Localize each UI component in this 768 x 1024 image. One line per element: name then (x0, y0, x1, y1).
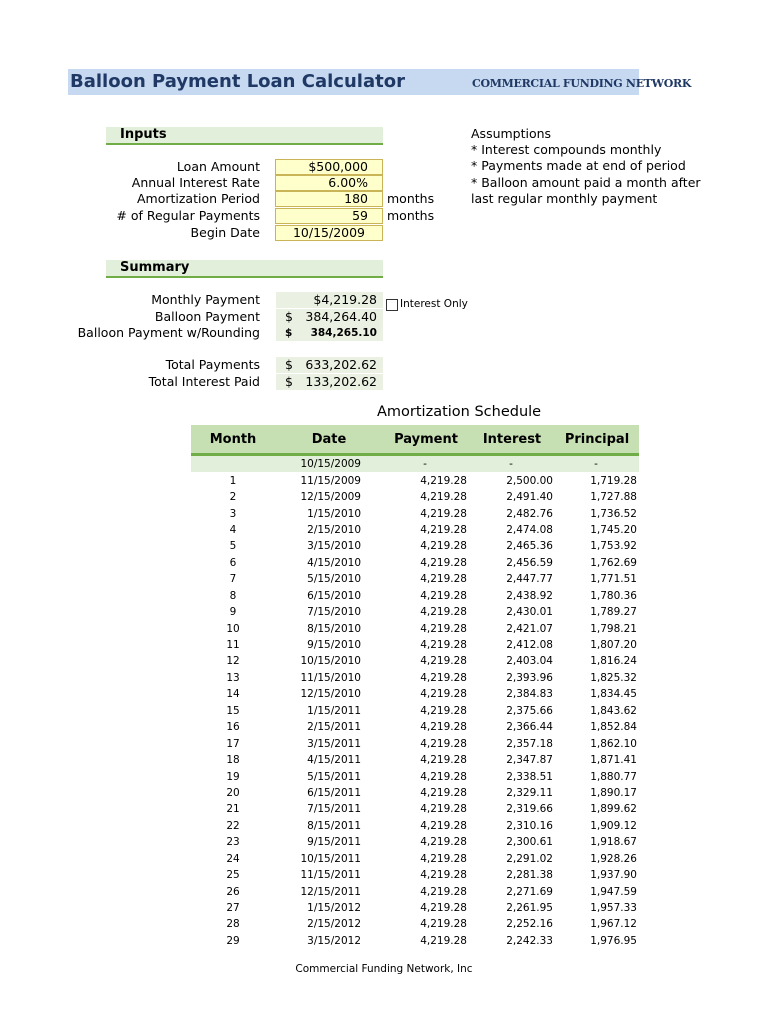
currency-symbol: $ (285, 327, 293, 339)
table-row (191, 686, 639, 702)
table-row (191, 818, 639, 834)
table-row (191, 768, 639, 784)
cell-interest: 2,465.36 (506, 540, 553, 553)
cell-principal: 1,843.62 (590, 704, 637, 717)
balloon-rounding-label: Balloon Payment w/Rounding (77, 325, 260, 340)
cell-payment: 4,219.28 (420, 836, 467, 849)
table-row (191, 555, 639, 571)
cell-interest: - (469, 455, 555, 473)
cell-interest: 2,456.59 (506, 556, 553, 569)
cell-principal: 1,967.12 (590, 918, 637, 931)
cell-payment: 4,219.28 (420, 934, 467, 947)
cell-date: 3/15/2010 (307, 540, 361, 553)
cell-payment: 4,219.28 (420, 622, 467, 635)
table-row (191, 735, 639, 751)
cell-payment: 4,219.28 (420, 803, 467, 816)
table-row (191, 867, 639, 883)
cell-principal: 1,789.27 (590, 606, 637, 619)
table-row (191, 883, 639, 899)
column-header: Month (191, 425, 275, 455)
cell-principal: 1,825.32 (590, 671, 637, 684)
cell-interest: 2,329.11 (506, 786, 553, 799)
cell-payment: 4,219.28 (420, 918, 467, 931)
cell-principal: 1,834.45 (590, 688, 637, 701)
cell-date: 6/15/2010 (307, 589, 361, 602)
cell-payment: 4,219.28 (420, 869, 467, 882)
cell-principal: 1,928.26 (590, 852, 637, 865)
table-row (191, 472, 639, 488)
assumptions-header: Assumptions (471, 126, 552, 141)
cell-payment: 4,219.28 (420, 902, 467, 915)
total-interest-amount: 133,202.62 (305, 374, 377, 389)
table-row (191, 900, 639, 916)
regular-payments-unit: months (387, 208, 435, 223)
rate-label: Annual Interest Rate (131, 175, 260, 190)
table-row (191, 703, 639, 719)
cell-principal: 1,947.59 (590, 885, 637, 898)
interest-only-label: Interest Only (400, 298, 468, 310)
cell-date: 11/15/2011 (300, 869, 361, 882)
cell-interest: 2,271.69 (506, 885, 553, 898)
cell-date: 5/15/2011 (307, 770, 361, 783)
cell-interest: 2,474.08 (506, 523, 553, 536)
cell-month: 12 (226, 655, 240, 668)
cell-payment: 4,219.28 (420, 655, 467, 668)
cell-interest: 2,447.77 (506, 573, 553, 586)
amortization-unit: months (387, 191, 435, 206)
company-header: COMMERCIAL FUNDING NETWORK (472, 77, 692, 90)
cell-month: 26 (226, 885, 240, 898)
cell-date: 12/15/2009 (300, 491, 361, 504)
assumption-line: * Interest compounds monthly (471, 142, 662, 157)
cell-month: 17 (226, 737, 240, 750)
cell-payment: 4,219.28 (420, 704, 467, 717)
cell-date: 12/15/2010 (300, 688, 361, 701)
cell-payment: 4,219.28 (420, 589, 467, 602)
cell-month: 1 (229, 474, 237, 487)
table-row (191, 620, 639, 636)
total-payments-value (276, 357, 383, 373)
cell-principal: 1,976.95 (590, 934, 637, 947)
cell-date: 9/15/2011 (307, 836, 361, 849)
cell-date: 10/15/2009 (275, 455, 383, 473)
monthly-payment-amount: $4,219.28 (313, 292, 377, 307)
cell-payment: 4,219.28 (420, 819, 467, 832)
cell-date: 5/15/2010 (307, 573, 361, 586)
begin-date-label: Begin Date (190, 225, 260, 240)
cell-interest: 2,300.61 (506, 836, 553, 849)
cell-month: 6 (229, 556, 237, 569)
cell-month: 8 (229, 589, 237, 602)
cell-month: 29 (226, 934, 240, 947)
cell-month: 3 (229, 507, 237, 520)
cell-principal: 1,753.92 (590, 540, 637, 553)
monthly-payment-label: Monthly Payment (151, 292, 260, 307)
currency-symbol: $ (285, 374, 293, 389)
balloon-payment-amount: 384,264.40 (305, 309, 377, 324)
amortization-label: Amortization Period (136, 191, 260, 206)
cell-principal: 1,957.33 (590, 902, 637, 915)
cell-date: 4/15/2011 (307, 754, 361, 767)
page-title: Balloon Payment Loan Calculator (70, 71, 405, 92)
cell-principal: 1,745.20 (590, 523, 637, 536)
cell-date: 12/15/2011 (300, 885, 361, 898)
cell-payment: 4,219.28 (420, 606, 467, 619)
cell-date: 3/15/2011 (307, 737, 361, 750)
cell-principal: 1,807.20 (590, 639, 637, 652)
table-row (191, 522, 639, 538)
cell-month: 7 (229, 573, 237, 586)
cell-principal: 1,899.62 (590, 803, 637, 816)
cell-principal: 1,909.12 (590, 819, 637, 832)
cell-principal: 1,719.28 (590, 474, 637, 487)
cell-month: 13 (226, 671, 240, 684)
table-row (191, 933, 639, 949)
cell-date: 2/15/2010 (307, 523, 361, 536)
cell-principal: 1,816.24 (590, 655, 637, 668)
cell-interest: 2,430.01 (506, 606, 553, 619)
cell-date: 7/15/2011 (307, 803, 361, 816)
cell-principal: 1,780.36 (590, 589, 637, 602)
column-header: Principal (555, 425, 639, 455)
loan-amount-label: Loan Amount (176, 159, 260, 174)
cell-payment: 4,219.28 (420, 852, 467, 865)
cell-principal: 1,727.88 (590, 491, 637, 504)
cell-payment: 4,219.28 (420, 573, 467, 586)
loan-amount-input[interactable]: $500,000 (275, 159, 383, 175)
cell-principal: 1,890.17 (590, 786, 637, 799)
column-header: Payment (383, 425, 469, 455)
cell-month: 22 (226, 819, 240, 832)
cell-date: 4/15/2010 (307, 556, 361, 569)
amortization-input[interactable]: 180 (275, 191, 383, 207)
cell-principal: 1,880.77 (590, 770, 637, 783)
cell-interest: 2,375.66 (506, 704, 553, 717)
total-payments-label: Total Payments (165, 357, 260, 372)
footer: Commercial Funding Network, Inc (295, 963, 473, 975)
cell-month (191, 455, 275, 473)
cell-payment: 4,219.28 (420, 786, 467, 799)
cell-date: 11/15/2010 (300, 671, 361, 684)
cell-interest: 2,393.96 (506, 671, 553, 684)
cell-date: 8/15/2011 (307, 819, 361, 832)
table-row (191, 588, 639, 604)
balloon-rounding-value (276, 325, 383, 341)
cell-interest: 2,357.18 (506, 737, 553, 750)
cell-principal: 1,762.69 (590, 556, 637, 569)
cell-date: 8/15/2010 (307, 622, 361, 635)
table-header-row (191, 425, 639, 455)
summary-header (106, 260, 383, 278)
cell-month: 24 (226, 852, 240, 865)
total-payments-amount: 633,202.62 (305, 357, 377, 372)
cell-payment: 4,219.28 (420, 671, 467, 684)
currency-symbol: $ (285, 357, 293, 372)
cell-principal: 1,852.84 (590, 721, 637, 734)
balloon-payment-label: Balloon Payment (154, 309, 260, 324)
cell-interest: 2,403.04 (506, 655, 553, 668)
table-row (191, 719, 639, 735)
regular-payments-input[interactable]: 59 (275, 208, 383, 224)
regular-payments-label: # of Regular Payments (116, 208, 260, 223)
cell-interest: 2,281.38 (506, 869, 553, 882)
cell-principal: 1,937.90 (590, 869, 637, 882)
table-row (191, 916, 639, 932)
cell-payment: 4,219.28 (420, 754, 467, 767)
cell-interest: 2,338.51 (506, 770, 553, 783)
balloon-payment-value (276, 309, 383, 325)
assumption-line: * Payments made at end of period (471, 158, 686, 173)
cell-month: 5 (229, 540, 237, 553)
cell-principal: 1,736.52 (590, 507, 637, 520)
total-interest-value (276, 374, 383, 390)
cell-month: 2 (229, 491, 237, 504)
interest-only-checkbox[interactable] (386, 299, 398, 311)
cell-date: 7/15/2010 (307, 606, 361, 619)
cell-month: 16 (226, 721, 240, 734)
summary-header-label: Summary (120, 260, 190, 275)
amortization-table (191, 425, 639, 949)
cell-month: 14 (226, 688, 240, 701)
table-row (191, 604, 639, 620)
table-row (191, 851, 639, 867)
assumption-line: * Balloon amount paid a month after (471, 175, 701, 190)
cell-interest: 2,347.87 (506, 754, 553, 767)
rate-input[interactable]: 6.00% (275, 175, 383, 191)
table-row (191, 455, 639, 473)
cell-month: 4 (229, 523, 237, 536)
cell-month: 18 (226, 754, 240, 767)
cell-interest: 2,482.76 (506, 507, 553, 520)
cell-payment: - (383, 455, 469, 473)
cell-interest: 2,242.33 (506, 934, 553, 947)
table-row (191, 785, 639, 801)
cell-month: 9 (229, 606, 237, 619)
cell-month: 21 (226, 803, 240, 816)
table-row (191, 752, 639, 768)
cell-principal: - (555, 455, 639, 473)
cell-date: 10/15/2010 (300, 655, 361, 668)
cell-month: 20 (226, 786, 240, 799)
cell-interest: 2,310.16 (506, 819, 553, 832)
cell-principal: 1,862.10 (590, 737, 637, 750)
assumption-line: last regular monthly payment (471, 191, 658, 206)
cell-payment: 4,219.28 (420, 885, 467, 898)
table-row (191, 801, 639, 817)
cell-payment: 4,219.28 (420, 491, 467, 504)
cell-payment: 4,219.28 (420, 770, 467, 783)
cell-interest: 2,438.92 (506, 589, 553, 602)
cell-principal: 1,918.67 (590, 836, 637, 849)
cell-payment: 4,219.28 (420, 474, 467, 487)
cell-payment: 4,219.28 (420, 507, 467, 520)
cell-principal: 1,798.21 (590, 622, 637, 635)
cell-date: 2/15/2012 (307, 918, 361, 931)
table-row (191, 653, 639, 669)
inputs-header-label: Inputs (120, 127, 167, 142)
table-row (191, 637, 639, 653)
table-row (191, 670, 639, 686)
cell-payment: 4,219.28 (420, 688, 467, 701)
cell-date: 1/15/2011 (307, 704, 361, 717)
cell-date: 1/15/2010 (307, 507, 361, 520)
cell-month: 10 (226, 622, 240, 635)
table-row (191, 538, 639, 554)
cell-date: 9/15/2010 (307, 639, 361, 652)
cell-interest: 2,291.02 (506, 852, 553, 865)
cell-interest: 2,366.44 (506, 721, 553, 734)
cell-month: 15 (226, 704, 240, 717)
cell-payment: 4,219.28 (420, 540, 467, 553)
cell-interest: 2,252.16 (506, 918, 553, 931)
cell-date: 3/15/2012 (307, 934, 361, 947)
cell-month: 19 (226, 770, 240, 783)
cell-payment: 4,219.28 (420, 523, 467, 536)
cell-date: 1/15/2012 (307, 902, 361, 915)
column-header: Date (275, 425, 383, 455)
cell-interest: 2,412.08 (506, 639, 553, 652)
cell-interest: 2,491.40 (506, 491, 553, 504)
cell-payment: 4,219.28 (420, 639, 467, 652)
cell-month: 11 (226, 639, 240, 652)
begin-date-input[interactable]: 10/15/2009 (275, 225, 383, 241)
column-header: Interest (469, 425, 555, 455)
cell-date: 10/15/2011 (300, 852, 361, 865)
cell-payment: 4,219.28 (420, 721, 467, 734)
cell-interest: 2,384.83 (506, 688, 553, 701)
schedule-title: Amortization Schedule (377, 404, 542, 420)
cell-interest: 2,500.00 (506, 474, 553, 487)
cell-interest: 2,319.66 (506, 803, 553, 816)
table-row (191, 834, 639, 850)
cell-interest: 2,421.07 (506, 622, 553, 635)
cell-principal: 1,871.41 (590, 754, 637, 767)
table-row (191, 505, 639, 521)
cell-date: 6/15/2011 (307, 786, 361, 799)
monthly-payment-value (276, 292, 383, 308)
cell-payment: 4,219.28 (420, 737, 467, 750)
table-row (191, 489, 639, 505)
cell-principal: 1,771.51 (590, 573, 637, 586)
inputs-header (106, 127, 383, 145)
currency-symbol: $ (285, 309, 293, 324)
balloon-rounding-amount: 384,265.10 (310, 327, 377, 339)
cell-month: 28 (226, 918, 240, 931)
table-row (191, 571, 639, 587)
total-interest-label: Total Interest Paid (148, 374, 260, 389)
cell-date: 11/15/2009 (300, 474, 361, 487)
cell-month: 23 (226, 836, 240, 849)
cell-date: 2/15/2011 (307, 721, 361, 734)
cell-month: 27 (226, 902, 240, 915)
cell-payment: 4,219.28 (420, 556, 467, 569)
cell-month: 25 (226, 869, 240, 882)
cell-interest: 2,261.95 (506, 902, 553, 915)
